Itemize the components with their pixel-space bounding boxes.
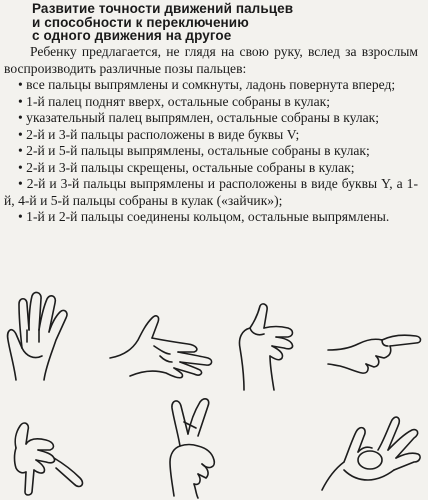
relaxed-hand-icon <box>108 310 218 380</box>
list-item: • все пальцы выпрямлены и сомкнуты, ладонь повернута вперед; <box>18 77 396 92</box>
pointing-hand-icon <box>326 330 426 380</box>
title-line-1: Развитие точности движений пальцев <box>32 1 294 16</box>
horns-hand-icon <box>6 408 96 498</box>
list-item: • 1-й и 2-й пальцы соединены кольцом, остальные выпрямлены. <box>18 209 390 224</box>
thumb-up-hand-icon <box>236 304 306 392</box>
list-item: • указательный палец выпрямлен, остальные собраны в кулак; <box>18 110 380 125</box>
list-item: • 2-й и 3-й пальцы скрещены, остальные собраны в кулак; <box>18 159 355 175</box>
list-item: • 2-й и 5-й пальцы выпрямлены, остальные собраны в кулак; <box>18 143 370 158</box>
hand-illustrations <box>0 290 428 500</box>
title-line-3: с одного движения на другое <box>32 28 232 43</box>
instructions-body <box>4 44 418 226</box>
list-item: • 1-й палец поднят вверх, остальные собраны в кулак; <box>18 93 330 109</box>
ok-ring-hand-icon <box>318 400 426 495</box>
intro-paragraph: Ребенку предлагается, не глядя на свою руку, вслед за взрослым воспроизводить различные позы пальцев: <box>4 44 418 76</box>
crossed-fingers-hand-icon <box>158 394 238 499</box>
list-item: • 2-й и 3-й пальцы расположены в виде буквы V; <box>18 126 300 142</box>
title-line-2: и способности к переключению <box>32 14 249 30</box>
list-item: • 2-й и 3-й пальцы выпрямлены и расположены в виде буквы Y, а 1-й, 4-й и 5-й пальцы собраны в кулак («зайчик»); <box>4 176 418 208</box>
open-palm-hand-icon <box>2 290 82 385</box>
page-title <box>32 2 412 43</box>
